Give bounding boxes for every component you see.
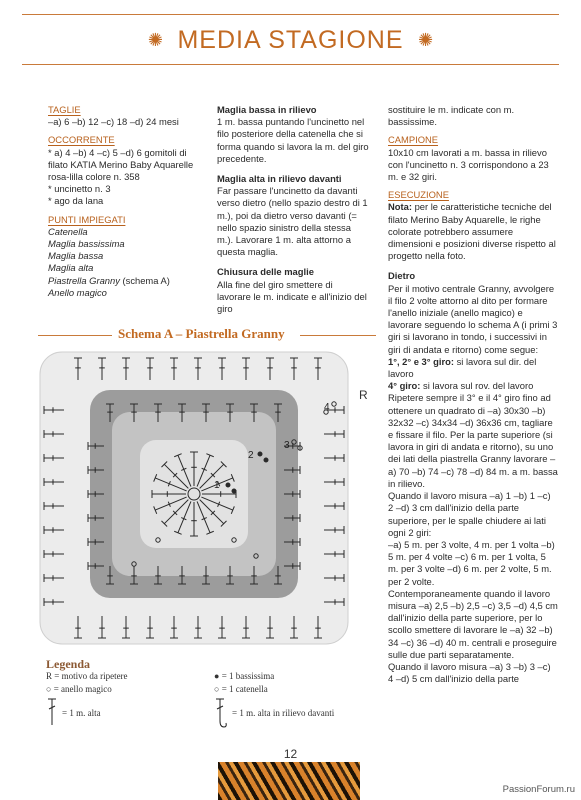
giri-text: si lavora sul dir. del lavoro [388,355,537,380]
legend-double [46,697,166,729]
dietro-paragraph: Ripetere sempre il 3° e il 4° giro fino ad ottenere un quadrato di –a) 30x30 –b) 32x32 –c) 34x34 –d) 36x36 cm, tagliare e fissare il filo. Per la parte superiore (si lavora in giri di andata e ritorno), su uno dei lati della piastrella Granny lavorare –a) 70 –b) 74 –c) 78 –d) 84 m. a m. bassa in rilievo. [388,392,558,489]
stitch-heading: Maglia bassa in rilievo [217,104,317,115]
legend-chain [214,684,268,694]
granny-chart [38,350,350,648]
giro4-text: si lavora sul rov. del lavoro [420,380,534,392]
granny-ref: (schema A) [119,274,170,286]
round-number-2: 2 [248,450,254,461]
column-stitches [217,104,369,315]
schema-title: Schema A – Piastrella Granny [118,326,285,341]
stitch-heading: Chiusura delle maglie [217,266,314,278]
punti-item: Catenella [48,225,88,237]
nota-text: per le caratteristiche tecniche del filato Merino Baby Aquarelle, le righe colorate potrebbero assumere dimensioni e posizioni diverse rispetto al progetto nella foto. [388,201,556,262]
dietro-paragraph: Quando il lavoro misura –a) 3 –b) 3 –c) 4 –d) 5 cm dall'inizio della parte [388,660,551,685]
occorrente-item: * a) 4 –b) 4 –c) 5 –d) 6 gomitoli di filato KATIA Merino Baby Aquarelle rosa-lilla colore n. 358 [48,146,194,183]
header-title-row [0,26,581,55]
schema-rule-right [300,335,376,336]
stitch-description: 1 m. bassa puntando l'uncinetto nel filo posteriore della catenella che si forma quando si lavora la m. del giro precedente. [217,116,369,164]
legend-double-text: = 1 m. alta [62,708,101,718]
flower-icon: ✺ [417,30,434,50]
legend-repeat: R = motivo da ripetere [46,671,128,681]
repeat-marker: R [359,388,368,402]
section-taglie-heading: TAGLIE [48,104,81,115]
double-crochet-icon [46,697,58,727]
occorrente-item: * ago da lana [48,195,104,207]
round-number-1: 1 [214,480,220,491]
header-bottom-rule [22,64,559,65]
giri-label: 1°, 2° e 3° giro: [388,355,454,367]
flower-icon: ✺ [147,30,163,50]
punti-item: Maglia bassa [48,250,104,262]
punti-item: Maglia bassissima [48,238,125,250]
legend-slip-text: = 1 bassissima [221,671,275,681]
legend-chain-text: = 1 catenella [221,684,268,694]
section-punti-heading: PUNTI IMPIEGATI [48,213,126,225]
header-top-rule [22,14,559,15]
knit-pattern-strip [218,762,360,800]
giro4-label: 4° giro: [388,380,421,392]
occorrente-item: * uncinetto n. 3 [48,183,111,195]
taglie-text: –a) 6 –b) 12 –c) 18 –d) 24 mesi [48,116,179,128]
magic-ring-icon: ○ [46,684,54,694]
campione-text: 10x10 cm lavorati a m. bassa in rilievo con l'uncinetto n. 3 corrispondono a 23 m. e 32 giri. [388,146,549,183]
section-esecuzione-heading: ESECUZIONE [388,189,449,201]
punti-item-granny [48,275,208,287]
section-occorrente-heading: OCCORRENTE [48,134,115,146]
page-header [0,0,581,72]
stitch-description: Far passare l'uncinetto da davanti verso dietro (nello spazio destro di 1 m.), poi da dietro verso davanti (= nello spazio sinistro della stessa m.). Lavorare 1 m. alta attorno a questa maglia. [217,185,368,258]
stitch-description: Alla fine del giro smettere di lavorare le m. indicate e all'inizio del giro [217,278,367,315]
round-number-4: 4 [324,402,330,413]
chart-slip-dot [264,458,268,462]
dietro-paragraph: –a) 5 m. per 3 volte, 4 m. per 1 volta –b) 5 m. per 4 volte –c) 6 m. per 1 volta, 5 m. per 3 volte –d) 6 m. per 2 volte, 5 m. per 2 volte. [388,538,555,587]
legend-magic-ring-text: = anello magico [53,684,112,694]
column-materials [48,104,208,299]
granny-label: Piastrella Granny [48,274,120,286]
page-title: MEDIA STAGIONE [177,26,404,54]
legend-magic-ring [46,684,112,694]
chain-icon: ○ [214,684,222,694]
slip-stitch-icon: ● [214,671,222,681]
chart-slip-dot [232,489,236,493]
column-instructions [388,104,558,685]
dietro-paragraph: Quando il lavoro misura –a) 1 –b) 1 –c) 2 –d) 3 cm dall'inizio della parte superiore, per le spalle chiudere ai lati ogni 2 giri: [388,490,551,538]
legend-title: Legenda [46,657,91,671]
watermark: PassionForum.ru [502,784,575,795]
chart-slip-dot [258,452,262,456]
schema-rule-left [38,335,112,336]
punti-item: Maglia alta [48,262,94,274]
nota-label: Nota: [388,201,412,213]
front-post-icon [214,697,228,729]
continued-text: sostituire le m. indicate con m. bassissime. [388,104,515,128]
dietro-paragraph: Per il motivo centrale Granny, avvolgere il filo 2 volte attorno al dito per formare l'anello iniziale (anello magico) e lavorare seguendo lo schema A (i primi 3 giri si lavorano in tondo, i successivi in giri di andata e ritorno) come segue: [388,282,558,355]
dietro-giri-line [388,356,558,380]
dietro-giro4-line [388,380,558,392]
punti-item: Anello magico [48,286,107,298]
section-campione-heading: CAMPIONE [388,134,439,146]
chart-slip-dot [226,483,230,487]
legend-front-post-text: = 1 m. alta in rilievo davanti [232,708,335,718]
round-number-3: 3 [284,440,290,451]
legend-front-post [214,697,374,731]
nota-paragraph [388,201,558,262]
stitch-heading: Maglia alta in rilievo davanti [217,173,342,185]
legend-slip [214,671,274,681]
dietro-paragraph: Contemporaneamente quando il lavoro misura –a) 2,5 –b) 2,5 –c) 3,5 –d) 4,5 cm dall'inizio della parte superiore, per lo scollo smettere di lavorare le –a) 32 –b) 34 –c) 36 –d) 40 m. centrali e proseguire sulle due parti separatamente. [388,587,558,660]
page-number: 12 [283,747,298,761]
dietro-heading: Dietro [388,270,416,282]
